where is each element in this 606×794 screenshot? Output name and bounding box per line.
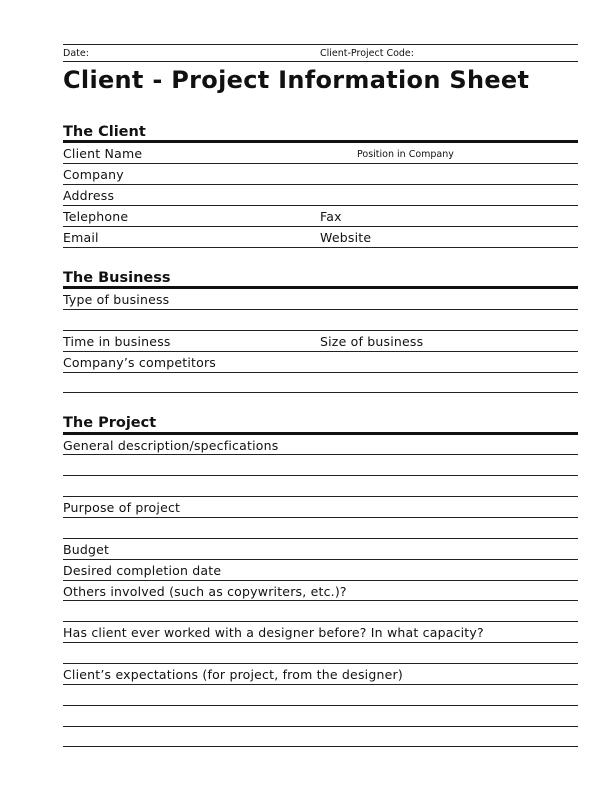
purpose-field[interactable] — [63, 517, 578, 518]
description-field-3[interactable] — [63, 496, 578, 497]
email-label: Email — [63, 230, 99, 245]
competitors-field-2[interactable] — [63, 392, 578, 393]
website-label: Website — [320, 230, 372, 245]
project-section-heading: The Project — [63, 415, 157, 431]
address-field[interactable] — [63, 205, 578, 206]
expectations-field-4[interactable] — [63, 746, 578, 747]
telephone-label: Telephone — [63, 209, 129, 224]
time-size-field[interactable] — [63, 351, 578, 352]
client-section-heading: The Client — [63, 124, 146, 140]
expectations-field[interactable] — [63, 684, 578, 685]
description-field-2[interactable] — [63, 475, 578, 476]
size-of-business-label: Size of business — [320, 334, 424, 349]
address-label: Address — [63, 188, 115, 203]
budget-field[interactable] — [63, 559, 578, 560]
type-of-business-label: Type of business — [63, 292, 170, 307]
others-involved-field[interactable] — [63, 600, 578, 601]
date-label: Date: — [63, 48, 89, 59]
others-involved-field-2[interactable] — [63, 621, 578, 622]
competitors-label: Company’s competitors — [63, 355, 217, 370]
expectations-field-2[interactable] — [63, 705, 578, 706]
company-label: Company — [63, 167, 124, 182]
description-label: General description/specfications — [63, 438, 279, 453]
completion-date-field[interactable] — [63, 580, 578, 581]
company-field[interactable] — [63, 184, 578, 185]
client-project-code-label: Client-Project Code: — [320, 48, 414, 59]
email-website-field[interactable] — [63, 247, 578, 248]
telephone-fax-field[interactable] — [63, 226, 578, 227]
budget-label: Budget — [63, 542, 110, 557]
expectations-field-3[interactable] — [63, 726, 578, 727]
description-field[interactable] — [63, 454, 578, 455]
others-involved-label: Others involved (such as copywriters, etc.)? — [63, 584, 347, 599]
time-in-business-label: Time in business — [63, 334, 171, 349]
client-name-label: Client Name — [63, 146, 143, 161]
header-top-rule — [63, 44, 578, 45]
business-section-rule — [63, 286, 578, 289]
type-of-business-field-2[interactable] — [63, 330, 578, 331]
project-section-rule — [63, 432, 578, 435]
fax-label: Fax — [320, 209, 342, 224]
purpose-label: Purpose of project — [63, 500, 181, 515]
competitors-field[interactable] — [63, 372, 578, 373]
business-section-heading: The Business — [63, 270, 171, 286]
header-bottom-rule — [63, 61, 578, 62]
page-title: Client - Project Information Sheet — [63, 66, 530, 94]
expectations-label: Client’s expectations (for project, from the designer) — [63, 667, 403, 682]
position-label: Position in Company — [357, 149, 454, 160]
completion-date-label: Desired completion date — [63, 563, 222, 578]
client-section-rule — [63, 140, 578, 143]
type-of-business-field[interactable] — [63, 309, 578, 310]
designer-experience-field-2[interactable] — [63, 663, 578, 664]
designer-experience-field[interactable] — [63, 642, 578, 643]
purpose-field-2[interactable] — [63, 538, 578, 539]
client-name-field[interactable] — [63, 163, 578, 164]
designer-experience-label: Has client ever worked with a designer before? In what capacity? — [63, 625, 484, 640]
